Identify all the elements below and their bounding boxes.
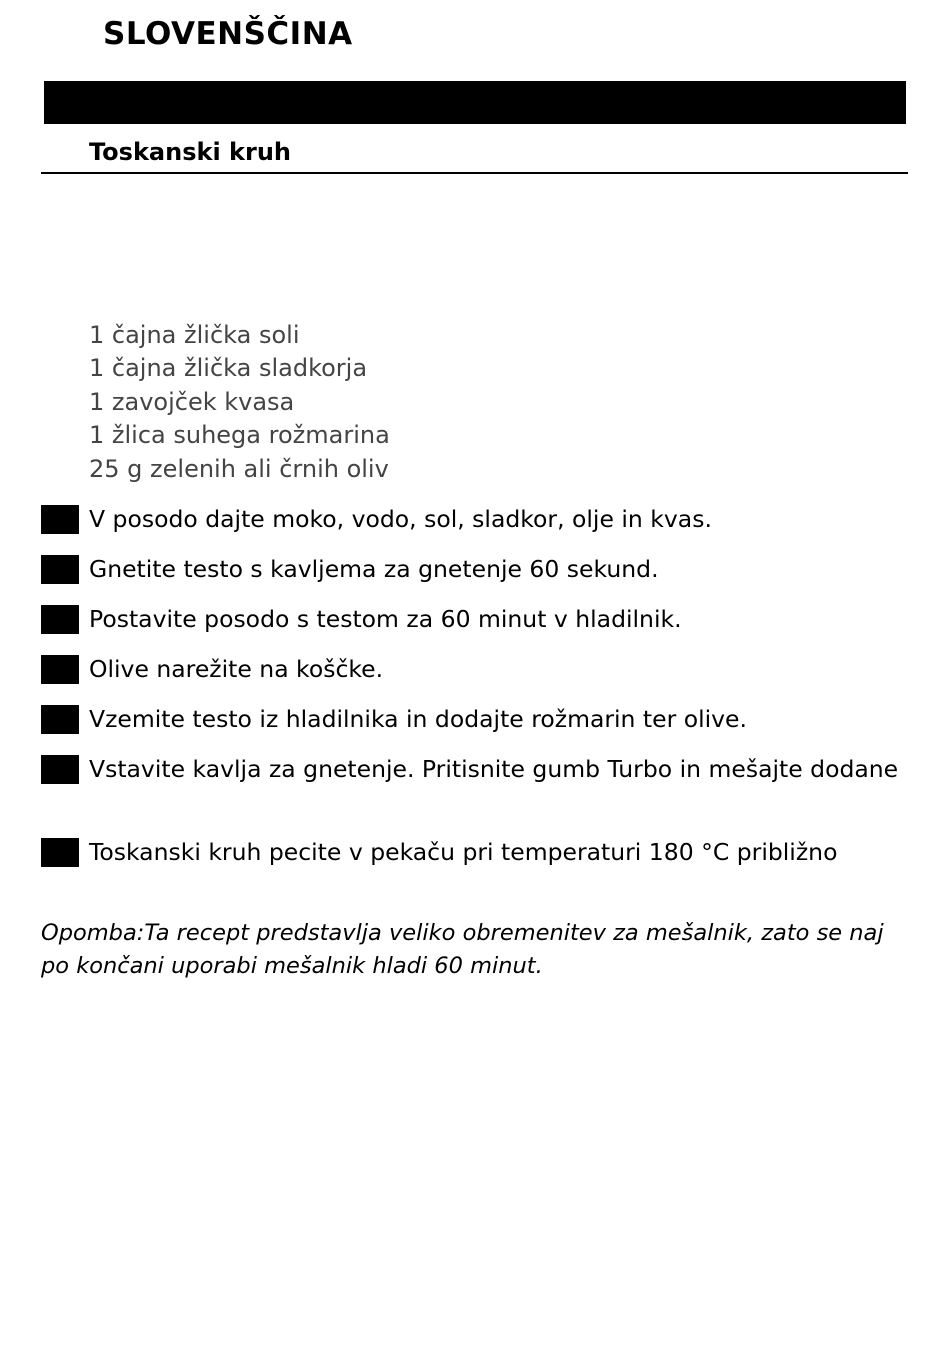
ingredient-list [89,319,390,486]
step-text: Vstavite kavlja za gnetenje. Pritisnite gumb Turbo in mešajte dodane [89,755,899,783]
step-text: V posodo dajte moko, vodo, sol, sladkor, olje in kvas. [89,505,712,533]
ingredient-item: 1 čajna žlička sladkorja [89,354,368,383]
step-text: Olive narežite na koščke. [89,655,384,683]
ingredient-item: 25 g zelenih ali črnih oliv [89,454,389,483]
step-text: Gnetite testo s kavljema za gnetenje 60 sekund. [89,555,659,583]
step-bullet-icon [41,755,79,784]
note-text: Opomba:Ta recept predstavlja veliko obremenitev za mešalnik, zato se naj po končani uporabi mešalnik hladi 60 minut. [41,920,884,979]
step-bullet-icon [41,705,79,734]
step-bullet-icon [41,605,79,634]
ingredient-item: 1 žlica suhega rožmarina [89,421,390,450]
step-text: Postavite posodo s testom za 60 minut v hladilnik. [89,605,682,633]
step-bullet-icon [41,505,79,534]
ingredient-item: 1 čajna žlička soli [89,321,300,349]
ingredient-item: 1 zavojček kvasa [89,387,295,416]
language-heading: SLOVENŠČINA [103,16,353,52]
step-text: Toskanski kruh pecite v pekaču pri temperaturi 180 °C približno [89,838,838,866]
step-text: Vzemite testo iz hladilnika in dodajte rožmarin ter olive. [89,705,747,733]
step-bullet-icon [41,655,79,684]
step-bullet-icon [41,838,79,867]
title-divider [41,172,908,174]
recipe-title: Toskanski kruh [89,138,291,166]
section-band [44,81,906,124]
step-bullet-icon [41,555,79,584]
